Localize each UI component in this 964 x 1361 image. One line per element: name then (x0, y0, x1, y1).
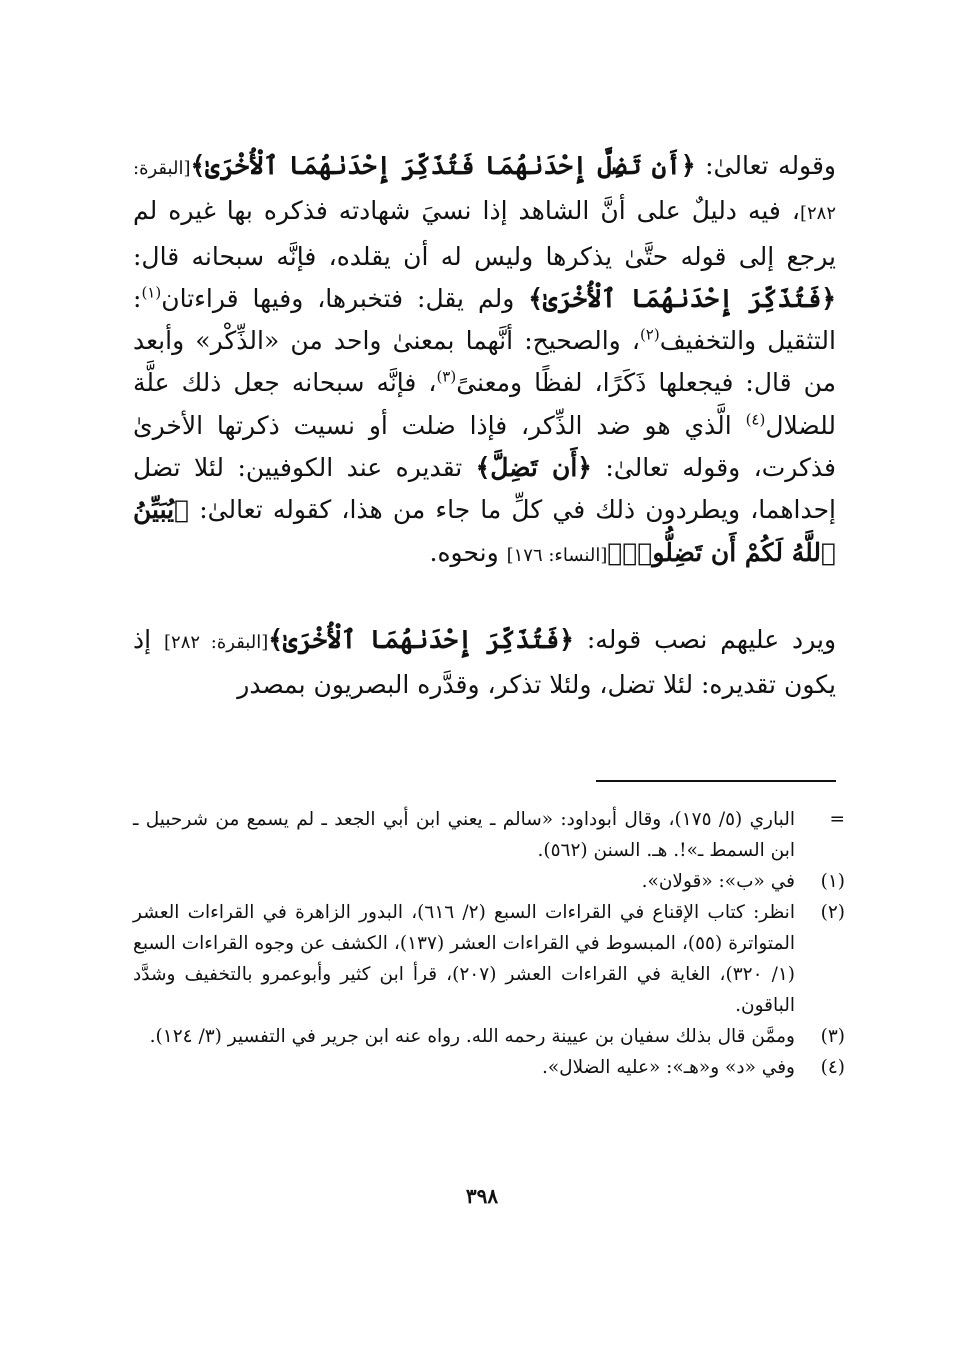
text-run: الَّذي هو ضد الذِّكر، فإذا ضلت أو نسيت ذكرتها الأخرىٰ فذكرت، وقوله تعالىٰ: (133, 410, 837, 483)
text-run: إذ يكون تقديره: لئلا تضل، ولئلا تذكر، وقدَّره البصريون بمصدر (133, 624, 836, 700)
quran-verse: ﴿أَن تَضِلَّ إِحْدَىٰهُمَا فَتُذَكِّرَ إِحْدَىٰهُمَا ٱلْأُخْرَىٰ﴾ (190, 151, 696, 180)
footnotes (133, 804, 845, 1083)
footnote-text: في «ب»: «قولان». (641, 871, 795, 892)
text-run: ، فإنَّه سبحانه جعل ذلك علَّة للضلال (133, 368, 836, 440)
footnote-text: انظر: كتاب الإقناع في القراءات السبع (٢/ ٦١٦)، البدور الزاهرة في القراءات العشر المتواترة (٥٥)، المبسوط في القراءات العشر (١٣٧)، الكشف عن وجوه القراءات السبع (١/ ٣٢٠)، الغاية في القراءات العشر (٢٠٧)، قرأ ابن كثير وأبوعمرو بالتخفيف وشدَّد الباقون. (133, 902, 795, 1016)
footnote-text: الباري (٥/ ١٧٥)، وقال أبوداود: «سالم ـ يعني ابن أبي الجعد ـ لم يسمع من شرحبيل ـ ابن السمط ـ»!. هـ. السنن (٥٦٢). (133, 809, 795, 861)
text-run: ونحوه. (429, 537, 507, 567)
footnote-number: (٢) (820, 902, 845, 923)
verse-reference: [البقرة: ٢٨٢] (133, 158, 836, 225)
text-run: تقديره عند الكوفيين: لئلا تضل إحداهما، ويطردون ذلك في كلِّ ما جاء من هذا، كقوله تعالىٰ: (133, 453, 836, 525)
footnote-text: وفي «د» و«هـ»: «عليه الضلال». (541, 1057, 795, 1078)
footnote-4 (133, 1052, 845, 1083)
footnote-number: (٤) (820, 1057, 845, 1078)
quran-verse: ﴿يُبَيِّنُ ٱللَّهُ لَكُمْ أَن تَضِلُّوا۟﴾ (133, 495, 836, 567)
text-run: ، فيه دليلٌ على أنَّ الشاهد إذا نسيَ شهادته فذكره بها غيره لم يرجع إلى قوله حتَّىٰ يذكرها وليس له أن يقلده، فإنَّه سبحانه قال: (133, 196, 836, 271)
page-number: ٣٩٨ (465, 1184, 499, 1208)
verse-reference: [النساء: ١٧٦] (506, 544, 608, 566)
main-text (133, 145, 836, 707)
footnote-marker: (٣) (436, 368, 457, 387)
text-run: ويرد عليهم نصب قوله: (573, 624, 837, 654)
quran-verse: ﴿أَن تَضِلَّ﴾ (475, 453, 592, 483)
footnote-1 (133, 866, 845, 897)
footnote-separator (596, 780, 836, 782)
paragraph-1 (133, 145, 836, 577)
text-run: ولم يقل: فتخبرها، وفيها قراءتان (161, 283, 529, 313)
quran-verse: ﴿فَتُذَكِّرَ إِحْدَىٰهُمَا ٱلْأُخْرَىٰ﴾ (268, 624, 574, 654)
footnote-marker: (٢) (639, 325, 660, 344)
text-run: : التثقيل والتخفيف (133, 283, 836, 356)
footnote-3 (133, 1021, 845, 1052)
verse-reference: [البقرة: ٢٨٢] (164, 631, 269, 653)
footnote-number: (٣) (820, 1026, 845, 1047)
text-run: وقوله تعالىٰ: (695, 151, 836, 180)
footnote-number: = (829, 809, 845, 830)
footnote-continuation (133, 804, 845, 866)
footnote-marker: (٤) (745, 410, 766, 429)
quran-verse: ﴿فَتُذَكِّرَ إِحْدَىٰهُمَا ٱلْأُخْرَىٰ﴾ (528, 283, 837, 313)
footnote-2 (133, 897, 845, 1021)
footnote-text: وممَّن قال بذلك سفيان بن عيينة رحمه الله. رواه عنه ابن جرير في التفسير (٣/ ١٢٤). (149, 1026, 795, 1047)
footnote-number: (١) (820, 871, 845, 892)
text-run: ، والصحيح: أنَّهما بمعنىٰ واحد من «الذِّكْر» وأبعد من قال: فيجعلها ذَكَرًا، لفظًا ومعنىً (133, 326, 837, 398)
paragraph-2 (133, 619, 836, 707)
footnote-marker: (١) (141, 283, 162, 302)
